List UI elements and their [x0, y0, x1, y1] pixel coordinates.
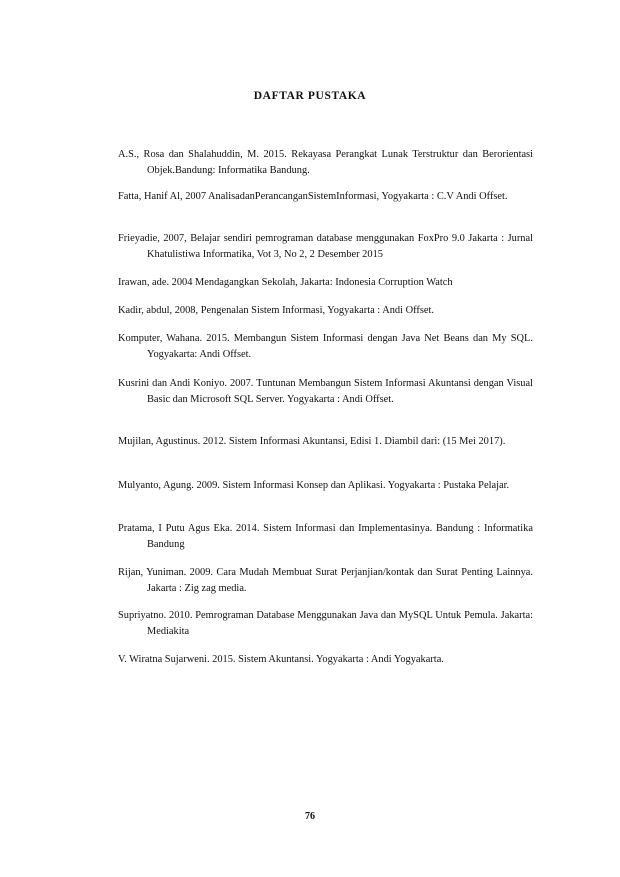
reference-item: Pratama, I Putu Agus Eka. 2014. Sistem Informasi dan Implementasinya. Bandung : Informatika Bandung: [118, 523, 533, 550]
reference-item: Kusrini dan Andi Koniyo. 2007. Tuntunan Membangun Sistem Informasi Akuntansi dengan Visual Basic dan Microsoft SQL Server. Yogyakarta : Andi Offset.: [118, 378, 533, 405]
reference-item: Rijan, Yuniman. 2009. Cara Mudah Membuat Surat Perjanjian/kontak dan Surat Penting Lainnya. Jakarta : Zig zag media.: [118, 567, 533, 594]
page-number: 76: [305, 811, 315, 822]
reference-item: Frieyadie, 2007, Belajar sendiri pemrograman database menggunakan FoxPro 9.0 Jakarta : Jurnal Khatulistiwa Informatika, Vot 3, No 2, 2 Desember 2015: [118, 233, 533, 260]
reference-item: Kadir, abdul, 2008, Pengenalan Sistem Informasi, Yogyakarta : Andi Offset.: [118, 305, 434, 316]
reference-item: Mulyanto, Agung. 2009. Sistem Informasi Konsep dan Aplikasi. Yogyakarta : Pustaka Pelajar.: [118, 480, 510, 491]
reference-item: V. Wiratna Sujarweni. 2015. Sistem Akuntansi. Yogyakarta : Andi Yogyakarta.: [118, 654, 444, 665]
reference-item: Fatta, Hanif Al, 2007 AnalisadanPerancanganSistemInformasi, Yogyakarta : C.V Andi Offset.: [118, 191, 508, 202]
reference-item: A.S., Rosa dan Shalahuddin, M. 2015. Rekayasa Perangkat Lunak Terstruktur dan Berorientasi Objek.Bandung: Informatika Bandung.: [118, 149, 533, 176]
reference-item: Mujilan, Agustinus. 2012. Sistem Informasi Akuntansi, Edisi 1. Diambil dari: (15 Mei 2017).: [118, 436, 506, 447]
reference-item: Komputer, Wahana. 2015. Membangun Sistem Informasi dengan Java Net Beans dan My SQL. Yogyakarta: Andi Offset.: [118, 333, 533, 360]
reference-item: Supriyatno. 2010. Pemrograman Database Menggunakan Java dan MySQL Untuk Pemula. Jakarta: Mediakita: [118, 610, 533, 637]
reference-item: Irawan, ade. 2004 Mendagangkan Sekolah, Jakarta: Indonesia Corruption Watch: [118, 277, 453, 288]
page-title: DAFTAR PUSTAKA: [253, 90, 367, 102]
